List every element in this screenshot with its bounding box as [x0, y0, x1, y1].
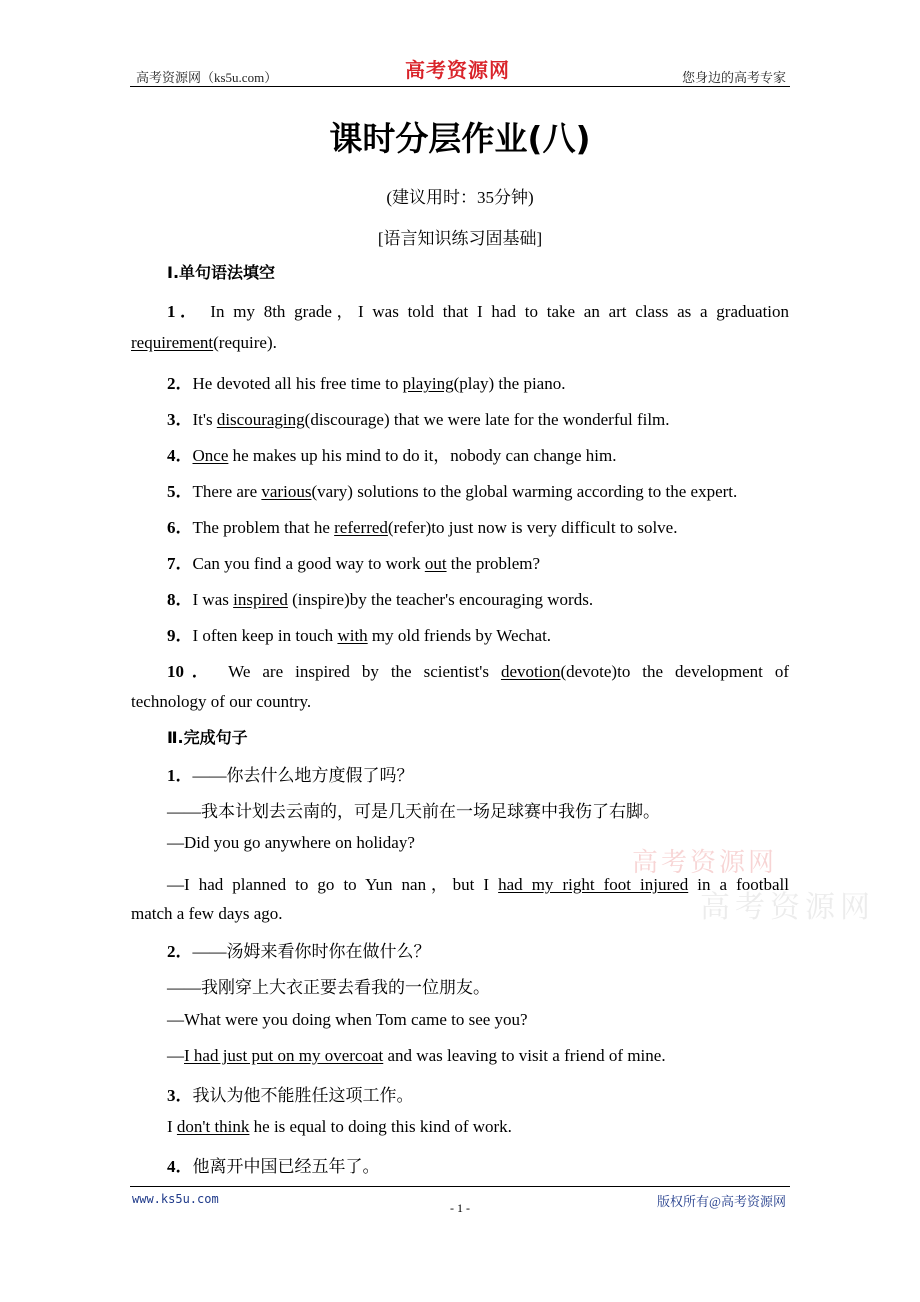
- list-item: 6．The problem that he referred(refer)to just now is very difficult to solve.: [167, 518, 678, 537]
- answer-blank: playing: [402, 374, 454, 393]
- english-line: —Did you go anywhere on holiday?: [167, 833, 415, 852]
- footer-link[interactable]: www.ks5u.com: [132, 1192, 219, 1206]
- answer-blank: devotion: [500, 662, 561, 681]
- english-line: —What were you doing when Tom came to see you?: [167, 1010, 528, 1029]
- header-logo: 高考资源网: [405, 58, 510, 82]
- answer-blank: discouraging: [216, 410, 305, 429]
- list-item-cont: technology of our country.: [131, 692, 312, 711]
- english-line: I don't think he is equal to doing this kind of work.: [167, 1117, 512, 1136]
- page-title: 课时分层作业(八): [329, 119, 591, 158]
- list-item: 1．——你去什么地方度假了吗？: [167, 766, 414, 785]
- section1-heading: Ⅰ.单句语法填空: [167, 263, 276, 282]
- list-item: 1． In my 8th grade，I was told that I had to take an art class as a graduation: [167, 302, 790, 321]
- list-item: 7．Can you find a good way to work out the problem?: [167, 554, 541, 573]
- list-item: 10． We are inspired by the scientist's devotion(devote)to the development of: [167, 662, 789, 681]
- list-item: 4．他离开中国已经五年了。: [167, 1157, 380, 1176]
- chinese-line: ——我刚穿上大衣正要去看我的一位朋友。: [167, 978, 490, 997]
- answer-blank: inspired: [233, 590, 288, 609]
- english-line-cont: match a few days ago.: [131, 904, 283, 923]
- time-suggestion: (建议用时：35分钟): [386, 188, 534, 207]
- list-item: 3．It's discouraging(discourage) that we were late for the wonderful film.: [167, 410, 670, 429]
- section-label: [语言知识练习固基础]: [377, 229, 543, 248]
- page-number: - 1 -: [450, 1201, 470, 1215]
- answer-blank: out: [424, 554, 447, 573]
- english-line: —I had just put on my overcoat and was leaving to visit a friend of mine.: [167, 1046, 666, 1065]
- list-item: 3．我认为他不能胜任这项工作。: [167, 1086, 414, 1105]
- list-item: 2．——汤姆来看你时你在做什么？: [167, 942, 431, 961]
- answer-blank: various: [261, 482, 312, 501]
- page-footer: [130, 1186, 790, 1217]
- page-header: [130, 52, 790, 87]
- answer-blank: referred: [334, 518, 388, 537]
- watermark-faded: 高考资源网: [700, 891, 875, 924]
- footer-copyright: 版权所有@高考资源网: [657, 1194, 786, 1209]
- list-item: 8．I was inspired (inspire)by the teacher's encouraging words.: [167, 590, 594, 609]
- chinese-line: ——我本计划去云南的，可是几天前在一场足球赛中我伤了右脚。: [167, 802, 660, 821]
- answer-blank: with: [337, 626, 368, 645]
- answer-blank: don't think: [176, 1117, 250, 1136]
- english-line: —I had planned to go to Yun nan，but I had my right foot injured in a football: [167, 875, 789, 894]
- answer-blank: requirement: [131, 333, 214, 352]
- answer-blank: Once: [192, 446, 229, 465]
- header-left-text: 高考资源网（ks5u.com）: [136, 70, 278, 85]
- header-right-text: 您身边的高考专家: [681, 70, 786, 85]
- answer-blank: had my right foot injured: [498, 875, 689, 894]
- list-item: 9．I often keep in touch with my old friends by Wechat.: [167, 626, 552, 645]
- list-item: 5．There are various(vary) solutions to the global warming according to the expert.: [167, 482, 738, 501]
- list-item: 4．Once he makes up his mind to do it，nobody can change him.: [167, 446, 617, 465]
- watermark: 高考资源网: [632, 848, 778, 877]
- list-item: 2．He devoted all his free time to playing(play) the piano.: [167, 374, 566, 393]
- section2-heading: Ⅱ.完成句子: [167, 728, 248, 747]
- list-item-cont: requirement(require).: [131, 333, 277, 352]
- answer-blank: I had just put on my overcoat: [184, 1046, 384, 1065]
